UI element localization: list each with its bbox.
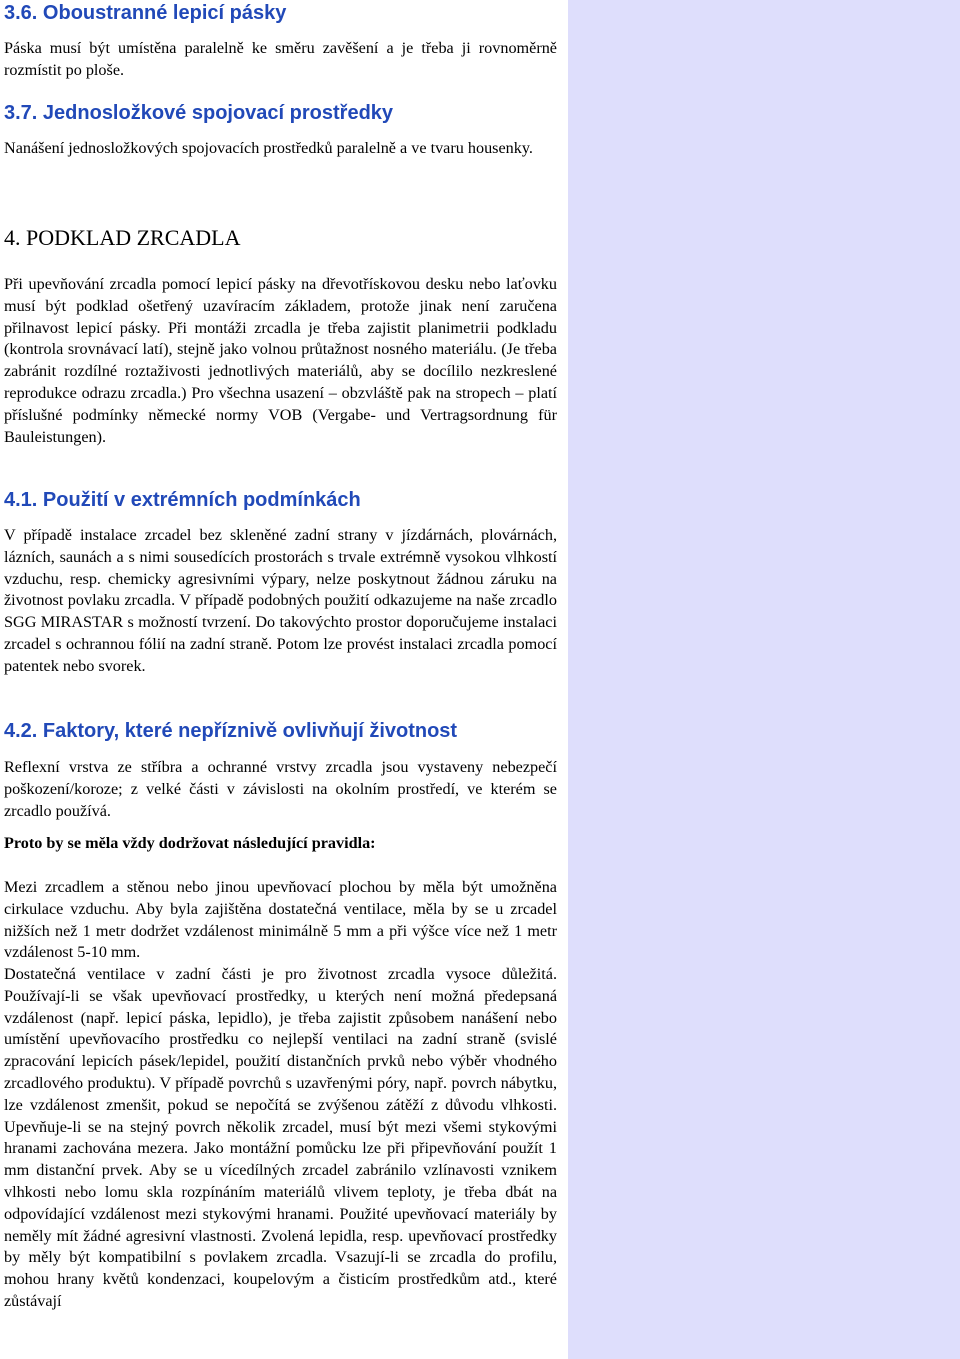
heading-3-7: 3.7. Jednosložkové spojovací prostředky (4, 102, 394, 124)
heading-4: 4. PODKLAD ZRCADLA (4, 225, 241, 250)
heading-4-2: 4.2. Faktory, které nepříznivě ovlivňují životnost (4, 720, 458, 742)
rule-2: Dostatečná ventilace v zadní části je pro životnost zrcadla vysoce důležitá. Používají-li se však upevňovací prostředky, u kterých není možná předepsaná vzdálenost (např. lepicí páska, lepidlo), je třeba zajistit způsobem nanášení nebo umístění upevňovacího prostředku co nejlepší ventilaci na zadní straně (svislé zpracování lepicích pásek/lepidel, použití distančních prvků nebo výběr vhodného zrcadlového produktu). V případě povrchů s uzavřenými póry, např. povrch nábytku, lze vzdálenost zmenšit, pokud se nepočítá se zvýšenou zátěží z důvodu vlhkosti. Upevňuje-li se na stejný povrch několik zrcadel, musí být mezi všemi stykovými hranami zachována mezera. Jako montážní pomůcku lze při připevňování použít 1 mm distanční prvek. Aby se u vícedílných zrcadel zabránilo vzlínavosti vznikem vlhkosti nebo lomu skla rozpínáním materiálů vlivem teploty, je třeba dbát na odpovídající vzdálenost mezi stykovými hranami. Použité upevňovací materiály by neměly mít žádné agresivní vlastnosti. Zvolená lepidla, resp. upevňovací prostředky by měly být kompatibilní s povlakem zrcadla. Vsazují-li se zrcadla do profilu, mohou hrany květů kondenzaci, koupelovým a čisticím prostředkům atd., které zůstávají (4, 965, 557, 1310)
paragraph-4-1: V případě instalace zrcadel bez skleněné zadní strany v jízdárnách, plovárnách, lázních, saunách a s nimi sousedících prostorách s trvale extrémně vysokou vlhkostí vzduchu, resp. chemicky agresivními výpary, nelze poskytnout žádnou záruku na životnost povlaku zrcadla. V případě podobných použití odkazujeme na naše zrcadlo SGG MIRASTAR s možností tvrzení. Do takovýchto prostor doporučujeme instalaci zrcadel s ochrannou fólií na zadní straně. Potom lze provést instalaci zrcadla pomocí patentek nebo svorek. (4, 526, 557, 675)
heading-3-6: 3.6. Oboustranné lepicí pásky (4, 2, 287, 24)
rule-1: Mezi zrcadlem a stěnou nebo jinou upevňovací plochou by měla být umožněna cirkulace vzduchu. Aby byla zajištěna dostatečná ventilace, měla by se u zrcadel nižších než 1 metr dodržet vzdálenost minimálně 5 mm a při výšce více než 1 metr vzdálenost 5-10 mm. (4, 878, 557, 962)
rules-heading: Proto by se měla vždy dodržovat následující pravidla: (4, 834, 376, 852)
paragraph-4-2: Reflexní vrstva ze stříbra a ochranné vrstvy zrcadla jsou vystaveny nebezpečí poškození/koroze; z velké části v závislosti na okolním prostředí, ve kterém se zrcadlo používá. (4, 758, 557, 820)
side-panel (568, 0, 960, 1359)
paragraph-3-6: Páska musí být umístěna paralelně ke směru zavěšení a je třeba ji rovnoměrně rozmístit po ploše. (4, 39, 557, 79)
paragraph-3-7: Nanášení jednosložkových spojovacích prostředků paralelně a ve tvaru housenky. (4, 139, 533, 157)
paragraph-4: Při upevňování zrcadla pomocí lepicí pásky na dřevotřískovou desku nebo laťovku musí být podklad ošetřený uzavíracím základem, protože jinak není zaručena přilnavost lepicí pásky. Při montáži zrcadla je třeba zajistit planimetrii podkladu (kontrola srovnávací latí), stejně jako volnou průtažnost nosného materiálu. (Je třeba zabránit rozdílné roztaživosti jednotlivých materiálů, aby se docílilo nezkreslené reprodukce odrazu zrcadla.) Pro všechna usazení – obzvláště pak na stropech – platí příslušné podmínky německé normy VOB (Vergabe- und Vertragsordnung für Bauleistungen). (4, 275, 557, 446)
heading-4-1: 4.1. Použití v extrémních podmínkách (4, 489, 361, 511)
